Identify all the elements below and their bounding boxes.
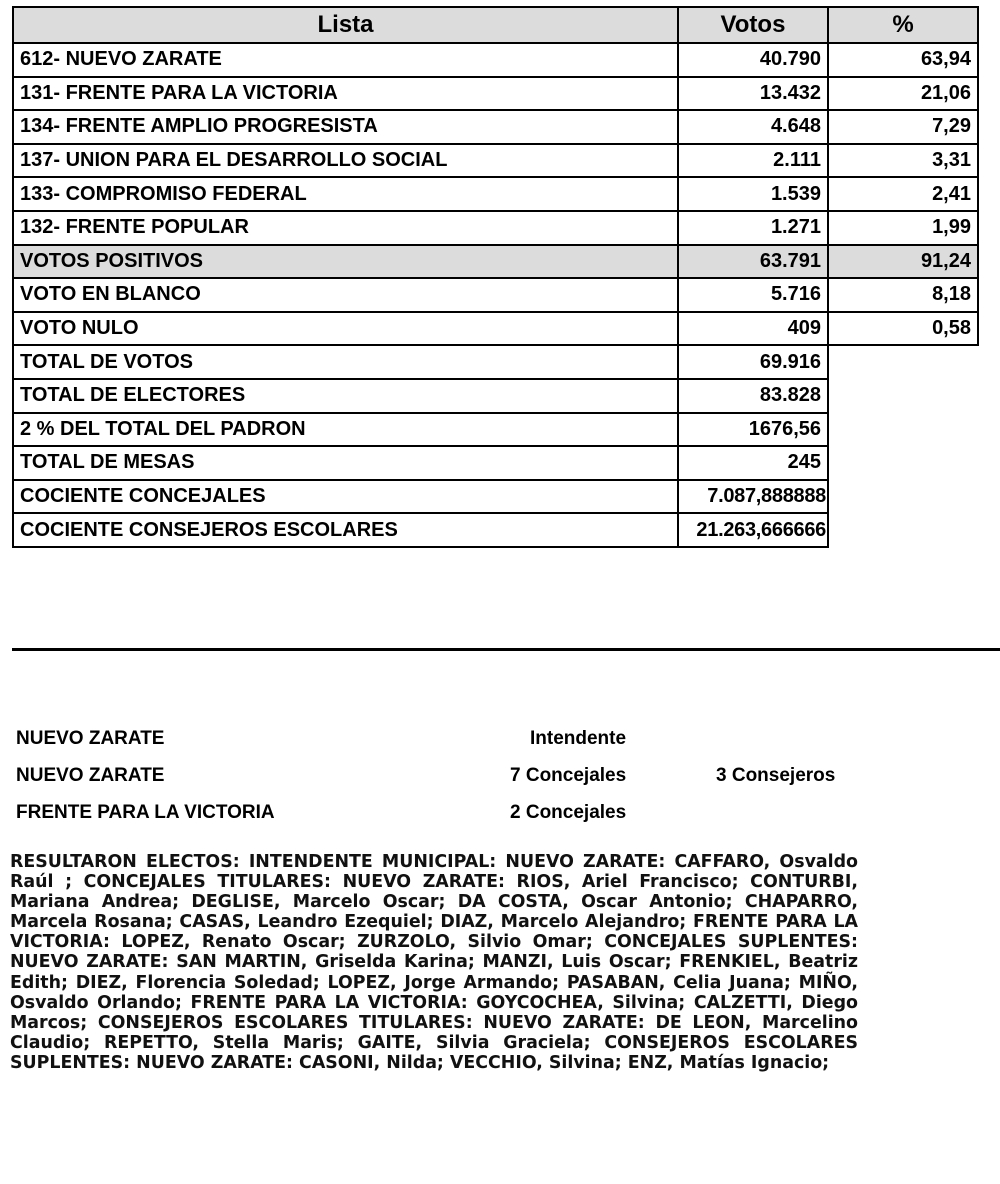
table-header-row [13, 7, 978, 43]
seat-party: NUEVO ZARATE [16, 728, 165, 749]
seat-allocation [16, 728, 916, 839]
elected-candidates-text: RESULTARON ELECTOS: INTENDENTE MUNICIPAL: NUEVO ZARATE: CAFFARO, Osvaldo Raúl ; CONCEJALES TITULARES: NUEVO ZARATE: RIOS, Ariel Francisco; CONTURBI, Mariana Andrea; DEGLISE, Marcelo Oscar; DA COSTA, Oscar Antonio; CHAPARRO, Marcela Rosana; CASAS, Leandro Ezequiel; DIAZ, Marcelo Alejandro; FRENTE PARA LA VICTORIA: LOPEZ, Renato Oscar; ZURZOLO, Silvio Omar; CONCEJALES SUPLENTES: NUEVO ZARATE: SAN MARTIN, Griselda Karina; MANZI, Luis Oscar; FRENKIEL, Beatriz Edith; DIEZ, Florencia Soledad; LOPEZ, Jorge Armando; PASABAN, Celia Juana; MIÑO, Osvaldo Orlando; FRENTE PARA LA VICTORIA: GOYCOCHEA, Silvina; CALZETTI, Diego Marcos; CONSEJEROS ESCOLARES TITULARES: NUEVO ZARATE: DE LEON, Marcelino Claudio; REPETTO, Stella Maris; GAITE, Silvia Graciela; CONSEJEROS ESCOLARES SUPLENTES: NUEVO ZARATE: CASONI, Nilda; VECCHIO, Silvina; ENZ, Matías Ignacio; [10, 852, 858, 1073]
row-pct: 3,31 [828, 144, 978, 178]
seat-role: Intendente [530, 728, 627, 749]
total-votos: 1676,56 [678, 413, 828, 447]
row-pct: 7,29 [828, 110, 978, 144]
total-votos: 7.087,888888 [678, 480, 828, 514]
row-votos: 5.716 [678, 278, 828, 312]
row-votos: 409 [678, 312, 828, 346]
row-votos: 4.648 [678, 110, 828, 144]
table-row [13, 312, 978, 346]
seat-row [16, 728, 916, 765]
table-row [13, 77, 978, 111]
seat-row [16, 802, 916, 839]
row-lista: 612- NUEVO ZARATE [13, 43, 678, 77]
total-lista: COCIENTE CONSEJEROS ESCOLARES [13, 513, 678, 547]
seat-role: 2 Concejales [510, 802, 627, 823]
total-lista: 2 % DEL TOTAL DEL PADRON [13, 413, 678, 447]
total-lista: TOTAL DE MESAS [13, 446, 678, 480]
row-lista: 132- FRENTE POPULAR [13, 211, 678, 245]
row-votos: 40.790 [678, 43, 828, 77]
table-row [13, 43, 978, 77]
table-row-total [13, 446, 978, 480]
total-votos: 245 [678, 446, 828, 480]
table-row-total [13, 379, 978, 413]
row-pct: 2,41 [828, 177, 978, 211]
row-lista: 133- COMPROMISO FEDERAL [13, 177, 678, 211]
row-pct: 0,58 [828, 312, 978, 346]
row-pct: 21,06 [828, 77, 978, 111]
header-lista: Lista [13, 7, 678, 43]
table-row-total [13, 413, 978, 447]
row-votos: 63.791 [678, 245, 828, 279]
row-pct: 8,18 [828, 278, 978, 312]
row-lista: 137- UNION PARA EL DESARROLLO SOCIAL [13, 144, 678, 178]
total-votos: 69.916 [678, 345, 828, 379]
results-table [12, 6, 979, 548]
row-lista: 131- FRENTE PARA LA VICTORIA [13, 77, 678, 111]
seat-party: NUEVO ZARATE [16, 765, 165, 786]
seat-party: FRENTE PARA LA VICTORIA [16, 802, 275, 823]
row-lista: VOTO EN BLANCO [13, 278, 678, 312]
row-lista: 134- FRENTE AMPLIO PROGRESISTA [13, 110, 678, 144]
table-row [13, 110, 978, 144]
row-pct: 1,99 [828, 211, 978, 245]
table-row [13, 211, 978, 245]
row-lista: VOTO NULO [13, 312, 678, 346]
table-row [13, 278, 978, 312]
total-votos: 21.263,666666 [678, 513, 828, 547]
table-row-total [13, 513, 978, 547]
horizontal-divider [12, 648, 1000, 651]
seat-role-secondary: 3 Consejeros [716, 765, 836, 786]
header-pct: % [828, 7, 978, 43]
total-votos: 83.828 [678, 379, 828, 413]
row-pct: 91,24 [828, 245, 978, 279]
total-lista: COCIENTE CONCEJALES [13, 480, 678, 514]
total-lista: TOTAL DE ELECTORES [13, 379, 678, 413]
row-votos: 1.539 [678, 177, 828, 211]
seat-role: 7 Concejales [510, 765, 627, 786]
row-lista: VOTOS POSITIVOS [13, 245, 678, 279]
seat-row [16, 765, 916, 802]
table-row-total [13, 345, 978, 379]
table-row [13, 177, 978, 211]
total-lista: TOTAL DE VOTOS [13, 345, 678, 379]
row-pct: 63,94 [828, 43, 978, 77]
row-votos: 13.432 [678, 77, 828, 111]
table-row [13, 144, 978, 178]
row-votos: 2.111 [678, 144, 828, 178]
table-row-total [13, 480, 978, 514]
row-votos: 1.271 [678, 211, 828, 245]
table-row-votos-positivos [13, 245, 978, 279]
header-votos: Votos [678, 7, 828, 43]
